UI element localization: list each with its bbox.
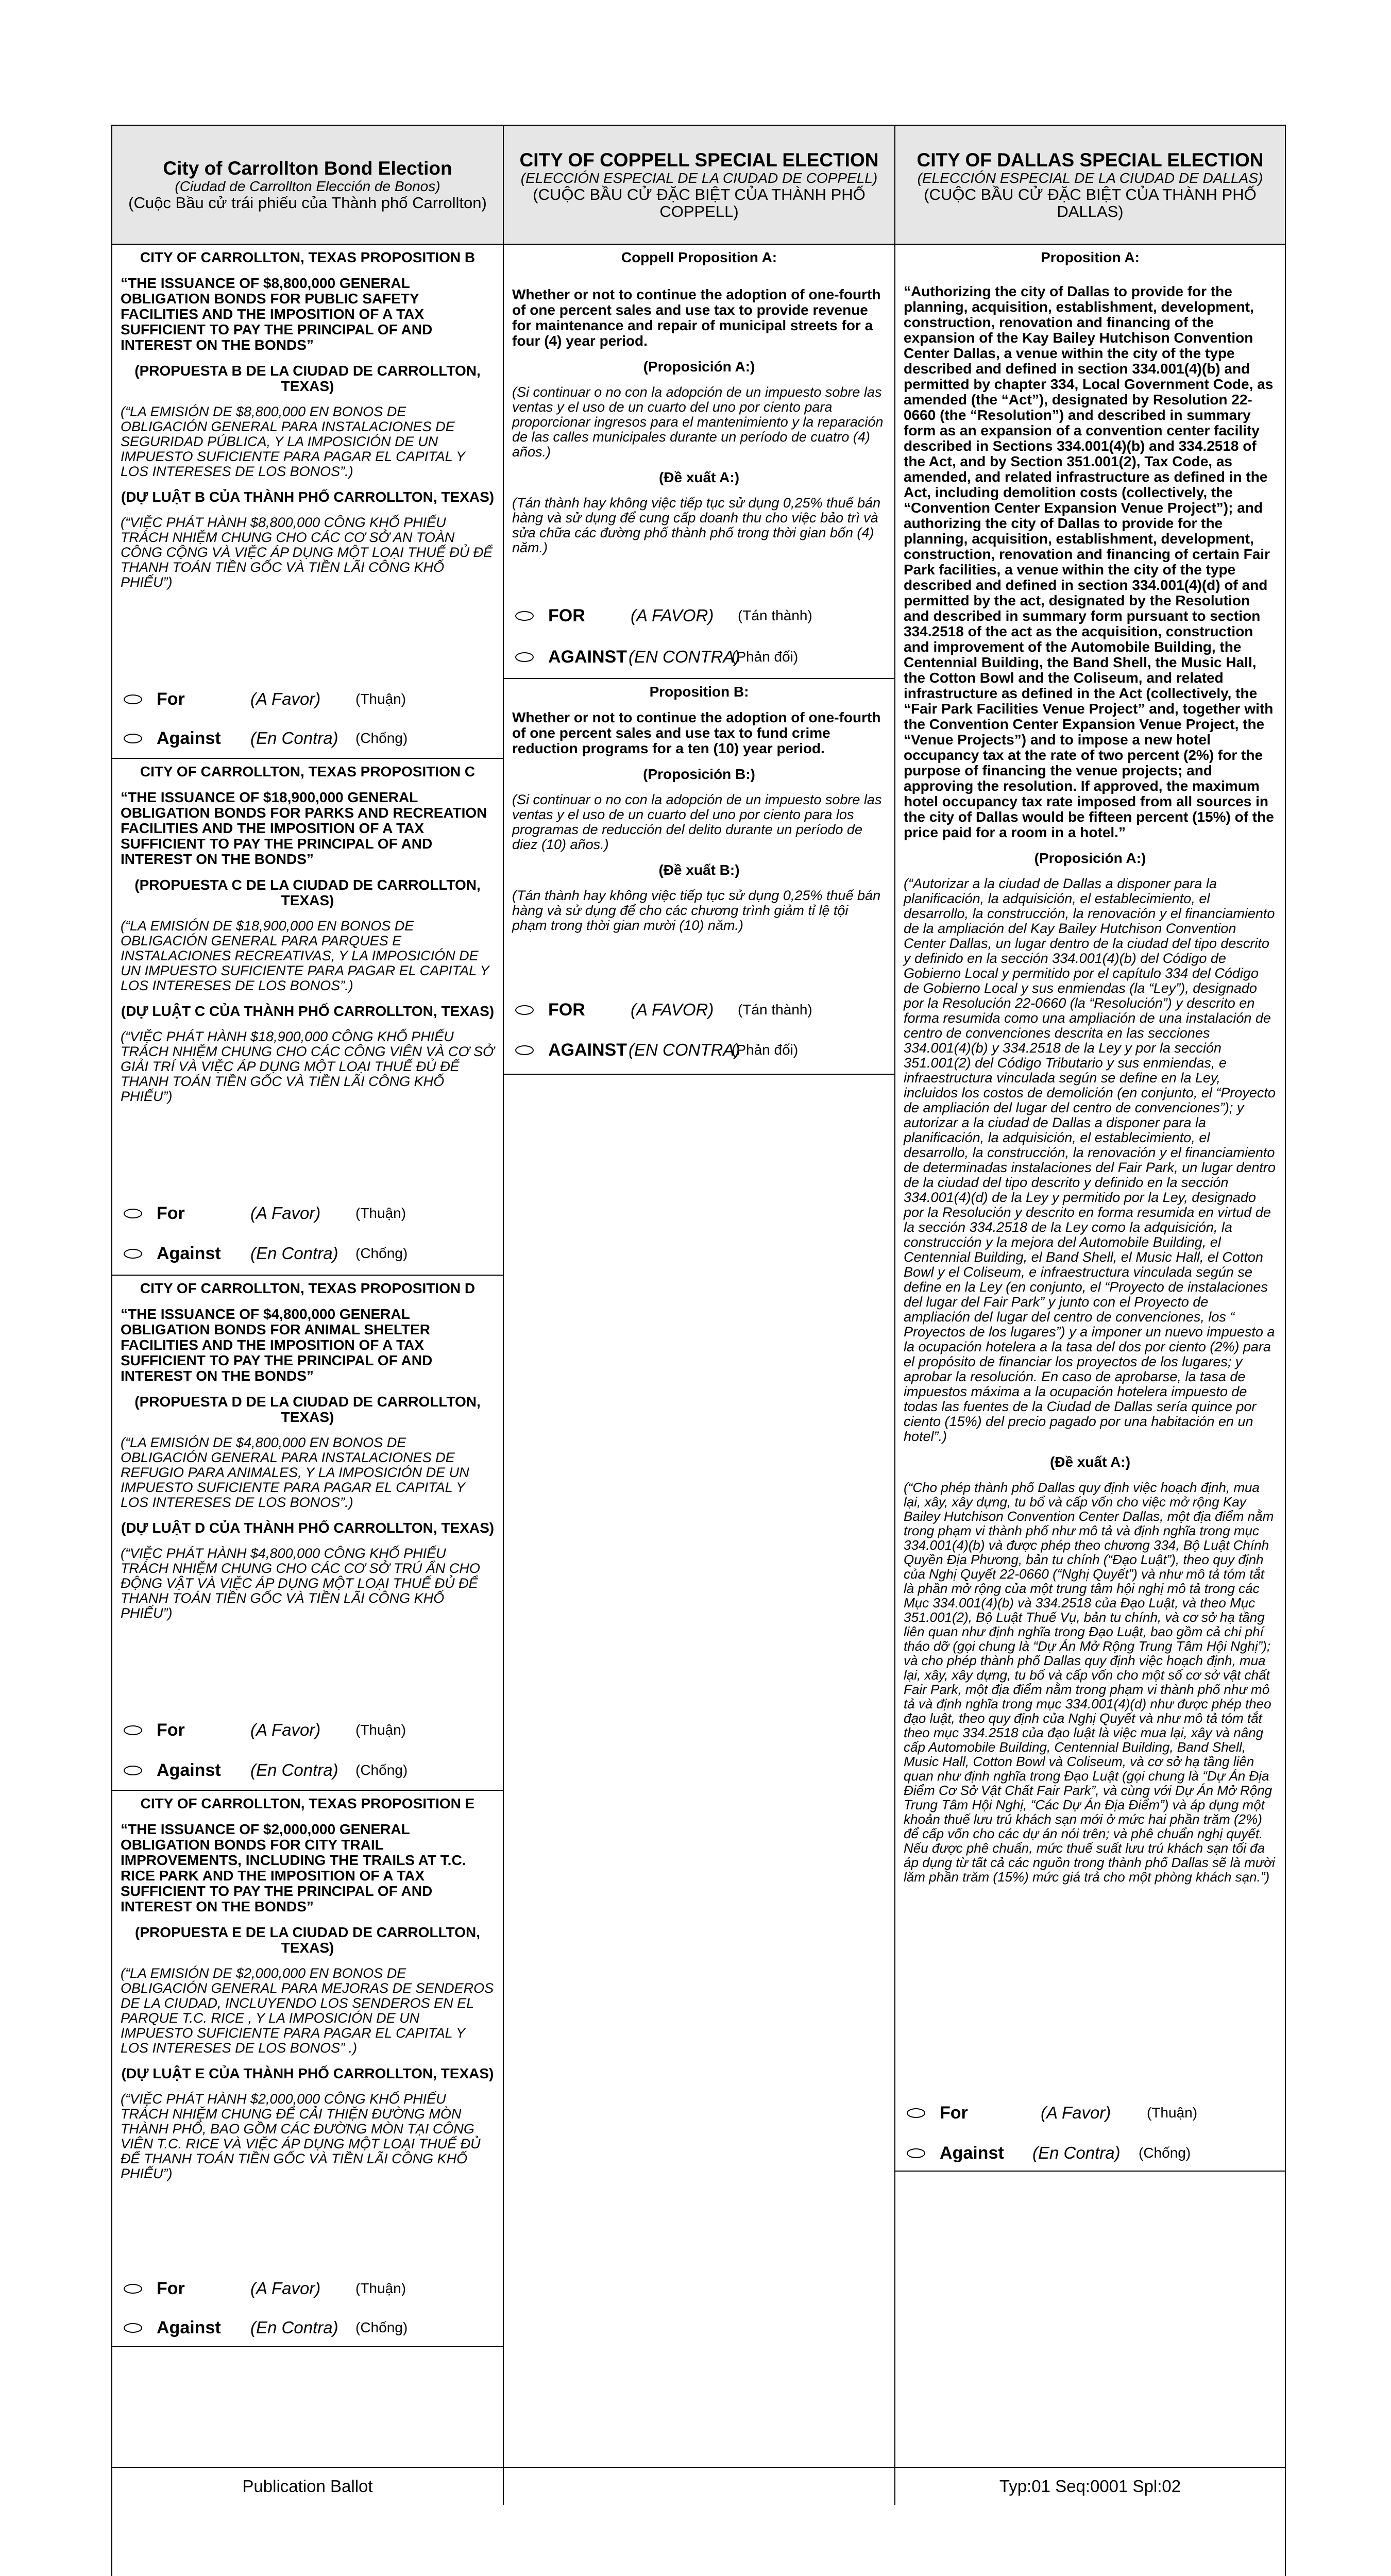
coppell-header-spanish: (ELECCIÓN ESPECIAL DE LA CIUDAD DE COPPELL): [520, 170, 878, 186]
proposition-vietnamese-title: (Đề xuất B:): [658, 862, 740, 878]
proposition-spanish-title: (Proposición A:): [1034, 850, 1146, 866]
for-label-spanish: (A Favor): [250, 1204, 321, 1223]
proposition-english-text: “THE ISSUANCE OF $8,800,000 GENERAL OBLIGATION BONDS FOR PUBLIC SAFETY FACILITIES AND THE IMPOSITION OF A TAX SUFFICIENT TO PAY THE PRINCIPAL OF AND INTEREST ON THE BONDS”: [121, 275, 433, 353]
against-label-vietnamese: (Phản đối): [732, 1042, 799, 1058]
vote-oval-icon[interactable]: [124, 734, 142, 743]
proposition-vietnamese-text: (“VIỆC PHÁT HÀNH $8,800,000 CÔNG KHỐ PHIẾU TRÁCH NHIỆM CHUNG CHO CÁC CƠ SỞ AN TOÀN CÔNG CỘNG VÀ VIỆC ÁP DỤNG MỘT LOẠI THUẾ ĐỦ ĐỂ THANH TOÁN TIỀN GỐC VÀ TIỀN LÃI CÔNG KHỐ PHIẾU”): [121, 515, 493, 590]
vote-oval-icon[interactable]: [515, 652, 534, 662]
for-option[interactable]: [124, 2278, 406, 2299]
proposition-title: CITY OF CARROLLTON, TEXAS PROPOSITION D: [140, 1280, 476, 1296]
vote-oval-icon[interactable]: [124, 1249, 142, 1259]
proposition-vietnamese-title: (Đề xuất A:): [658, 469, 740, 485]
against-option[interactable]: [907, 2143, 1191, 2163]
against-option[interactable]: [124, 1760, 408, 1781]
coppell-proposition-a: [504, 245, 894, 679]
proposition-spanish-text: (“LA EMISIÓN DE $8,800,000 EN BONOS DE OBLIGACIÓN GENERAL PARA INSTALACIONES DE SEGURIDAD PÚBLICA, Y LA IMPOSICIÓN DE UN IMPUESTO SUFICIENTE PARA PAGAR EL CAPITAL Y LOS INTERESES DE LOS BONOS”.): [121, 404, 465, 479]
for-option[interactable]: [515, 999, 812, 1020]
carrollton-header-vietnamese: (Cuộc Bầu cử trái phiếu của Thành phố Carrollton): [128, 194, 487, 212]
ballot-footer: [112, 2467, 1285, 2576]
for-option[interactable]: [124, 1720, 406, 1740]
against-label: AGAINST: [548, 1040, 627, 1060]
proposition-english-text: Whether or not to continue the adoption of one-fourth of one percent sales and use tax to provide revenue for maintenance and repair of municipal streets for a four (4) year period.: [512, 286, 881, 349]
for-option[interactable]: [124, 1203, 406, 1224]
ballot: [111, 125, 1286, 2576]
for-label-vietnamese: (Tán thành): [738, 1002, 812, 1018]
against-label: Against: [157, 1243, 221, 1263]
dallas-column: [894, 245, 1285, 2467]
proposition-vietnamese-title: (DỰ LUẬT E CỦA THÀNH PHỐ CARROLLTON, TEXAS): [121, 2065, 494, 2081]
against-label-spanish: (En Contra): [250, 1244, 338, 1263]
proposition-title: Coppell Proposition A:: [621, 249, 777, 265]
carrollton-proposition-b: [112, 245, 503, 759]
proposition-spanish-text: (“Autorizar a la ciudad de Dallas a disponer para la planificación, la adquisición, el establecimiento, el desarrollo, la construcción, la renovación y el financiamiento de la ampliación del Kay Bailey Hutchison Convention Center Dallas, un lugar dentro de la ciudad del tipo descrito y definido en la sección 334.001(4)(b) del Código de Gobierno Local y permitido por el capítulo 334 del Código de Gobierno Local y sus enmiendas (la “Ley”), designado por la Resolución 22-0660 (la “Resolución”) y descrito en forma resumida como una ampliación de una instalación de centro de convenciones descrita en las secciones 334.001(4)(b) y 334.2518 de la Ley y por la sección 351.001(2) del Código Tributario y sus enmiendas, e infraestructura vinculada según se define en la Ley, incluidos los costos de demolición (en conjunto, el “Proyecto de ampliación del lugar del centro de convenciones”); y autorizar a la ciudad de Dallas a disponer para la planificación, la adquisición, el establecimiento, el desarrollo, la construcción, la renovación y el financiamiento de determinadas instalaciones del Fair Park, un lugar dentro de la ciudad del tipo descrito y definido en la sección 334.001(4)(d) de la Ley y permitido por la Ley, designado por la Resolución y descrito en forma resumida en virtud de la sección 334.2518 de la Ley como la adquisición, la construcción y la mejora del Automobile Building, el Centennial Building, el Band Shell, el Music Hall, el Cotton Bowl y el Coliseum, e infraestructura vinculada según se define en la Ley (en conjunto, el “Proyecto de instalaciones del lugar del Fair Park” y junto con el Proyecto de ampliación del lugar del centro de convenciones, los “ Proyectos de los lugares”) y a imponer un nuevo impuesto a la ocupación hotelera a la tasa del dos por ciento (2%) para el propósito de financiar los proyectos de los lugares; y aprobar la resolución. En caso de aprobarse, la tasa de impuestos máxima a la ocupación hotelera impuesto de todas las fuentes de la Ciudad de Dallas sería quince por ciento (15%) del precio pagado por una habitación en un hotel”.): [904, 876, 1276, 1444]
for-label-spanish: (A Favor): [250, 1720, 321, 1739]
for-option[interactable]: [515, 605, 812, 626]
against-label: Against: [940, 2143, 1004, 2163]
proposition-english-text: “THE ISSUANCE OF $2,000,000 GENERAL OBLIGATION BONDS FOR CITY TRAIL IMPROVEMENTS, INCLUDING THE TRAILS AT T.C. RICE PARK AND THE IMPOSITION OF A TAX SUFFICIENT TO PAY THE PRINCIPAL OF AND INTEREST ON THE BONDS”: [121, 1821, 466, 1914]
proposition-spanish-text: (“LA EMISIÓN DE $18,900,000 EN BONOS DE OBLIGACIÓN GENERAL PARA PARQUES E INSTALACIONES RECREATIVAS, Y LA IMPOSICIÓN DE UN IMPUESTO SUFICIENTE PARA PAGAR EL CAPITAL Y LOS INTERESES DE LOS BONOS”.): [121, 918, 489, 993]
against-label-vietnamese: (Chống): [355, 2319, 408, 2335]
proposition-spanish-title: (PROPUESTA B DE LA CIUDAD DE CARROLLTON, TEXAS): [134, 363, 481, 394]
ballot-header-row: [112, 126, 1285, 245]
for-label: For: [157, 1720, 185, 1740]
for-label-spanish: (A Favor): [250, 2279, 321, 2298]
for-option[interactable]: [907, 2103, 1198, 2123]
against-label-spanish: (EN CONTRA): [629, 647, 740, 666]
carrollton-header: [112, 126, 503, 244]
for-label-vietnamese: (Thuận): [355, 691, 406, 707]
for-label-vietnamese: (Tán thành): [738, 607, 812, 623]
proposition-spanish-title: (PROPUESTA C DE LA CIUDAD DE CARROLLTON, TEXAS): [134, 877, 481, 908]
for-label-vietnamese: (Thuận): [355, 2280, 406, 2296]
for-label: FOR: [548, 999, 585, 1020]
proposition-title: CITY OF CARROLLTON, TEXAS PROPOSITION E: [140, 1795, 475, 1811]
against-label-spanish: (En Contra): [1032, 2143, 1121, 2162]
for-label-spanish: (A FAVOR): [631, 1000, 714, 1019]
for-label-spanish: (A Favor): [1041, 2103, 1111, 2122]
vote-oval-icon[interactable]: [124, 2284, 142, 2294]
proposition-spanish-text: (Si continuar o no con la adopción de un impuesto sobre las ventas y el uso de un cuarto del uno por ciento para los programas de reducción del delito durante un período de diez (10) años.): [512, 792, 882, 852]
against-option[interactable]: [124, 1243, 408, 1264]
vote-oval-icon[interactable]: [907, 2148, 925, 2158]
dallas-header: [894, 126, 1285, 244]
vote-oval-icon[interactable]: [124, 2323, 142, 2333]
for-label: For: [157, 2278, 185, 2298]
for-label: FOR: [548, 605, 585, 625]
against-label-vietnamese: (Chống): [355, 730, 408, 746]
proposition-spanish-title: (PROPUESTA E DE LA CIUDAD DE CARROLLTON, TEXAS): [135, 1924, 480, 1956]
proposition-vietnamese-text: (“VIỆC PHÁT HÀNH $4,800,000 CÔNG KHỐ PHIẾU TRÁCH NHIỆM CHUNG CHO CÁC CƠ SỞ TRÚ ẨN CHO ĐỘNG VẬT VÀ VIỆC ÁP DỤNG MỘT LOẠI THUẾ ĐỦ ĐỂ THANH TOÁN TIỀN GỐC VÀ TIỀN LÃI CÔNG KHỐ PHIẾU”): [121, 1546, 480, 1621]
proposition-spanish-title: (Proposición B:): [643, 766, 755, 782]
proposition-title: Proposition B:: [649, 684, 749, 700]
proposition-vietnamese-text: (“VIỆC PHÁT HÀNH $2,000,000 CÔNG KHỐ PHIẾU TRÁCH NHIỆM CHUNG ĐỂ CẢI THIỆN ĐƯỜNG MÒN THÀNH PHỐ, BAO GỒM CÁC ĐƯỜNG MÒN TẠI CÔNG VIÊN T.C. RICE VÀ VIỆC ÁP DỤNG MỘT LOẠI THUẾ ĐỦ ĐỂ THANH TOÁN TIỀN GỐC VÀ TIỀN LÃI CÔNG KHỐ PHIẾU”): [121, 2091, 481, 2181]
ballot-sequence-label: Typ:01 Seq:0001 Spl:02: [999, 2477, 1181, 2496]
proposition-vietnamese-text: (Tán thành hay không việc tiếp tục sử dụng 0,25% thuế bán hàng và sử dụng để cung cấp doanh thu cho việc bảo trì và sửa chữa các đường phố thành phố trong thời gian bốn (4) năm.): [512, 495, 881, 555]
coppell-header-title: CITY OF COPPELL SPECIAL ELECTION: [519, 149, 879, 171]
against-label: Against: [157, 1760, 221, 1780]
footer-divider: [503, 2468, 504, 2505]
for-label: For: [157, 689, 185, 709]
against-label: Against: [157, 2317, 221, 2337]
proposition-title: Proposition A:: [1041, 249, 1140, 265]
for-label-spanish: (A FAVOR): [631, 606, 714, 625]
carrollton-proposition-c: [112, 759, 503, 1276]
proposition-vietnamese-title: (DỰ LUẬT C CỦA THÀNH PHỐ CARROLLTON, TEXAS): [121, 1003, 495, 1019]
proposition-english-text: “Authorizing the city of Dallas to provide for the planning, acquisition, establishment, development, construction, renovation and financing of the expansion of the Kay Bailey Hutchison Convention Center Dallas, a venue within the city of the type described and defined in section 334.001(4)(b) and permitted by chapter 334, Local Government Code, as amended (the “Act”), designated by Resolution 22-0660 (the “Resolution”) and described in summary form as an expansion of a convention center facility described in Sections 334.001(4)(b) and 334.2518 of the Act, and by Section 351.001(2), Tax Code, as amended, and related infrastructure as defined in the Act, including demolition costs (collectively, the “Convention Center Expansion Venue Project”); and authorizing the city of Dallas to provide for the planning, acquisition, establishment, development, construction, renovation and financing of certain Fair Park facilities, a venue within the city of the type described and defined in section 334.001(4)(d) of and permitted by the act, designated by the Resolution and described in summary form pursuant to section 334.2518 of the act as the acquisition, construction and improvement of the Automobile Building, the Centennial Building, the Band Shell, the Music Hall, the Cotton Bowl and the Coliseum, and related infrastructure as defined in the Act (collectively, the “Fair Park Facilities Venue Project” and, together with the Convention Center Expansion Venue Project, the “Venue Projects”) and to impose a new hotel occupancy tax at the rate of two percent (2%) for the purpose of financing the venue projects; and approving the resolution. If approved, the maximum hotel occupancy tax rate imposed from all sources in the city of Dallas would be fifteen percent (15%) of the price paid for a room in a hotel.”: [904, 283, 1274, 840]
carrollton-column: [112, 245, 503, 2467]
vote-oval-icon[interactable]: [515, 1005, 534, 1015]
proposition-spanish-text: (“LA EMISIÓN DE $4,800,000 EN BONOS DE OBLIGACIÓN GENERAL PARA INSTALACIONES DE REFUGIO PARA ANIMALES, Y LA IMPOSICIÓN DE UN IMPUESTO SUFICIENTE PARA PAGAR EL CAPITAL Y LOS INTERESES DE LOS BONOS”.): [121, 1435, 469, 1510]
against-label-spanish: (EN CONTRA): [629, 1040, 740, 1059]
against-label-vietnamese: (Chống): [355, 1762, 408, 1778]
vote-oval-icon[interactable]: [515, 1045, 534, 1055]
proposition-vietnamese-text: (Tán thành hay không việc tiếp tục sử dụng 0,25% thuế bán hàng và sử dụng để cho các chương trình giảm tỉ lệ tội phạm trong thời gian mười (10) năm.): [512, 888, 881, 933]
carrollton-header-title: City of Carrollton Bond Election: [163, 158, 452, 179]
vote-oval-icon[interactable]: [907, 2108, 925, 2118]
proposition-english-text: “THE ISSUANCE OF $18,900,000 GENERAL OBLIGATION BONDS FOR PARKS AND RECREATION FACILITIES AND THE IMPOSITION OF A TAX SUFFICIENT TO PAY THE PRINCIPAL OF AND INTEREST ON THE BONDS”: [121, 789, 487, 867]
for-label-vietnamese: (Thuận): [355, 1722, 406, 1738]
carrollton-header-spanish: (Ciudad de Carrollton Elección de Bonos): [175, 178, 440, 194]
for-option[interactable]: [124, 689, 406, 709]
against-label: AGAINST: [548, 647, 627, 667]
for-label: For: [157, 1203, 185, 1223]
publication-ballot-label: Publication Ballot: [242, 2477, 373, 2496]
carrollton-proposition-d: [112, 1276, 503, 1791]
against-label-spanish: (En Contra): [250, 728, 338, 748]
dallas-proposition-a: [895, 245, 1285, 2172]
for-label-vietnamese: (Thuận): [355, 1205, 406, 1221]
against-label: Against: [157, 728, 221, 748]
proposition-spanish-text: (“LA EMISIÓN DE $2,000,000 EN BONOS DE OBLIGACIÓN GENERAL PARA MEJORAS DE SENDEROS DE LA CIUDAD, INCLUYENDO LOS SENDEROS EN EL PARQUE T.C. RICE , Y LA IMPOSICIÓN DE UN IMPUESTO SUFICIENTE PARA PAGAR EL CAPITAL Y LOS INTERESES DE LOS BONOS” .): [121, 1965, 494, 2056]
proposition-spanish-title: (Proposición A:): [643, 359, 755, 375]
proposition-spanish-title: (PROPUESTA D DE LA CIUDAD DE CARROLLTON, TEXAS): [134, 1394, 481, 1425]
proposition-vietnamese-title: (DỰ LUẬT B CỦA THÀNH PHỐ CARROLLTON, TEXAS): [121, 489, 495, 505]
coppell-header-vietnamese: (CUỘC BẦU CỬ ĐẶC BIỆT CỦA THÀNH PHỐ COPPELL): [533, 185, 866, 221]
coppell-proposition-b: [504, 679, 894, 1075]
coppell-column: [503, 245, 894, 2467]
dallas-header-vietnamese: (CUỘC BẦU CỬ ĐẶC BIỆT CỦA THÀNH PHỐ DALLAS): [924, 185, 1257, 221]
for-label-vietnamese: (Thuận): [1147, 2105, 1198, 2121]
proposition-vietnamese-title: (Đề xuất A:): [1049, 1454, 1131, 1470]
proposition-vietnamese-text: (“Cho phép thành phố Dallas quy định việc hoạch định, mua lại, xây, xây dựng, tu bổ và cấp vốn cho việc mở rộng Kay Bailey Hutchison Convention Center Dallas, một địa điểm nằm trong phạm vi thành phố như mô tả và định nghĩa trong mục 334.001(4)(b) và được phép theo chương 334, Bộ Luật Chính Quyền Địa Phương, bản tu chính (“Đạo Luật”), theo quy định của Nghị Quyết 22-0660 (“Nghị Quyết”) và như mô tả tóm tắt là phần mở rộng của một trung tâm hội nghị mô tả trong các Mục 334.001(4)(b) và 334.2518 của Đạo Luật, và theo Mục 351.001(2), Bộ Luật Thuế Vụ, bản tu chính, và cơ sở hạ tầng liên quan như định nghĩa trong Đạo Luật, bao gồm cả chi phí tháo dỡ (gọi chung là “Dự Án Mở Rộng Trung Tâm Hội Nghị”); và cho phép thành phố Dallas quy định việc hoạch định, mua lại, xây, xây dựng, tu bổ và cấp vốn cho một số cơ sở vật chất Fair Park, một địa điểm nằm trong phạm vi thành phố như mô tả và định nghĩa trong mục 334.001(4)(d) như được phép theo đạo luật, theo quy định của Nghị Quyết và như mô tả tóm tắt theo mục 334.2518 của đạo luật là việc mua lại, xây và nâng cấp Automobile Building, Centennial Building, Band Shell, Music Hall, Cotton Bowl và Coliseum, và cơ sở hạ tầng liên quan như định nghĩa trong Đạo Luật (gọi chung là “Dự Án Địa Điểm Cơ Sở Vật Chất Fair Park”, và cùng với Dự Án Mở Rộng Trung Tâm Hội Nghị, “Các Dự Án Địa Điểm”) và áp dụng một khoản thuế lưu trú khách sạn mới ở mức hai phần trăm (2%) để cấp vốn cho các dự án nói trên; và phê chuẩn nghị quyết. Nếu được phê chuẩn, mức thuế suất lưu trú khách sạn tối đa áp dụng từ tất cả các nguồn trong thành phố Dallas sẽ là mười lăm phần trăm (15%) mức giá trả cho một phòng khách sạn.”): [904, 1480, 1275, 1885]
for-label-spanish: (A Favor): [250, 689, 321, 708]
carrollton-proposition-e: [112, 1791, 503, 2347]
dallas-header-spanish: (ELECCIÓN ESPECIAL DE LA CIUDAD DE DALLAS): [917, 170, 1263, 186]
for-label: For: [940, 2103, 968, 2123]
vote-oval-icon[interactable]: [124, 694, 142, 704]
coppell-header: [503, 126, 894, 244]
proposition-title: CITY OF CARROLLTON, TEXAS PROPOSITION B: [140, 249, 476, 265]
proposition-vietnamese-text: (“VIỆC PHÁT HÀNH $18,900,000 CÔNG KHỐ PHIẾU TRÁCH NHIỆM CHUNG CHO CÁC CÔNG VIÊN VÀ CƠ SỞ GIẢI TRÍ VÀ VIỆC ÁP DỤNG MỘT LOẠI THUẾ ĐỦ ĐỂ THANH TOÁN TIỀN GỐC VÀ TIỀN LÃI CÔNG KHỐ PHIẾU”): [121, 1029, 494, 1104]
against-option[interactable]: [124, 2317, 408, 2338]
proposition-vietnamese-title: (DỰ LUẬT D CỦA THÀNH PHỐ CARROLLTON, TEXAS): [121, 1520, 495, 1536]
against-option[interactable]: [515, 647, 799, 667]
against-option[interactable]: [124, 728, 408, 749]
vote-oval-icon[interactable]: [124, 1725, 142, 1735]
proposition-english-text: “THE ISSUANCE OF $4,800,000 GENERAL OBLIGATION BONDS FOR ANIMAL SHELTER FACILITIES AND THE IMPOSITION OF A TAX SUFFICIENT TO PAY THE PRINCIPAL OF AND INTEREST ON THE BONDS”: [121, 1306, 433, 1384]
proposition-spanish-text: (Si continuar o no con la adopción de un impuesto sobre las ventas y el uso de un cuarto del uno por ciento para proporcionar ingresos para el mantenimiento y la reparación de las calles municipales durante un período de cuatro (4) años.): [512, 384, 884, 460]
against-option[interactable]: [515, 1040, 799, 1060]
dallas-header-title: CITY OF DALLAS SPECIAL ELECTION: [917, 149, 1264, 171]
vote-oval-icon[interactable]: [124, 1209, 142, 1218]
against-label-spanish: (En Contra): [250, 1760, 338, 1780]
proposition-english-text: Whether or not to continue the adoption of one-fourth of one percent sales and use tax to fund crime reduction programs for a ten (10) year period.: [512, 709, 881, 756]
against-label-spanish: (En Contra): [250, 2318, 338, 2337]
proposition-title: CITY OF CARROLLTON, TEXAS PROPOSITION C: [140, 764, 476, 779]
vote-oval-icon[interactable]: [124, 1766, 142, 1775]
against-label-vietnamese: (Chống): [1139, 2145, 1191, 2161]
against-label-vietnamese: (Chống): [355, 1245, 408, 1261]
against-label-vietnamese: (Phản đối): [732, 649, 799, 665]
vote-oval-icon[interactable]: [515, 611, 534, 621]
